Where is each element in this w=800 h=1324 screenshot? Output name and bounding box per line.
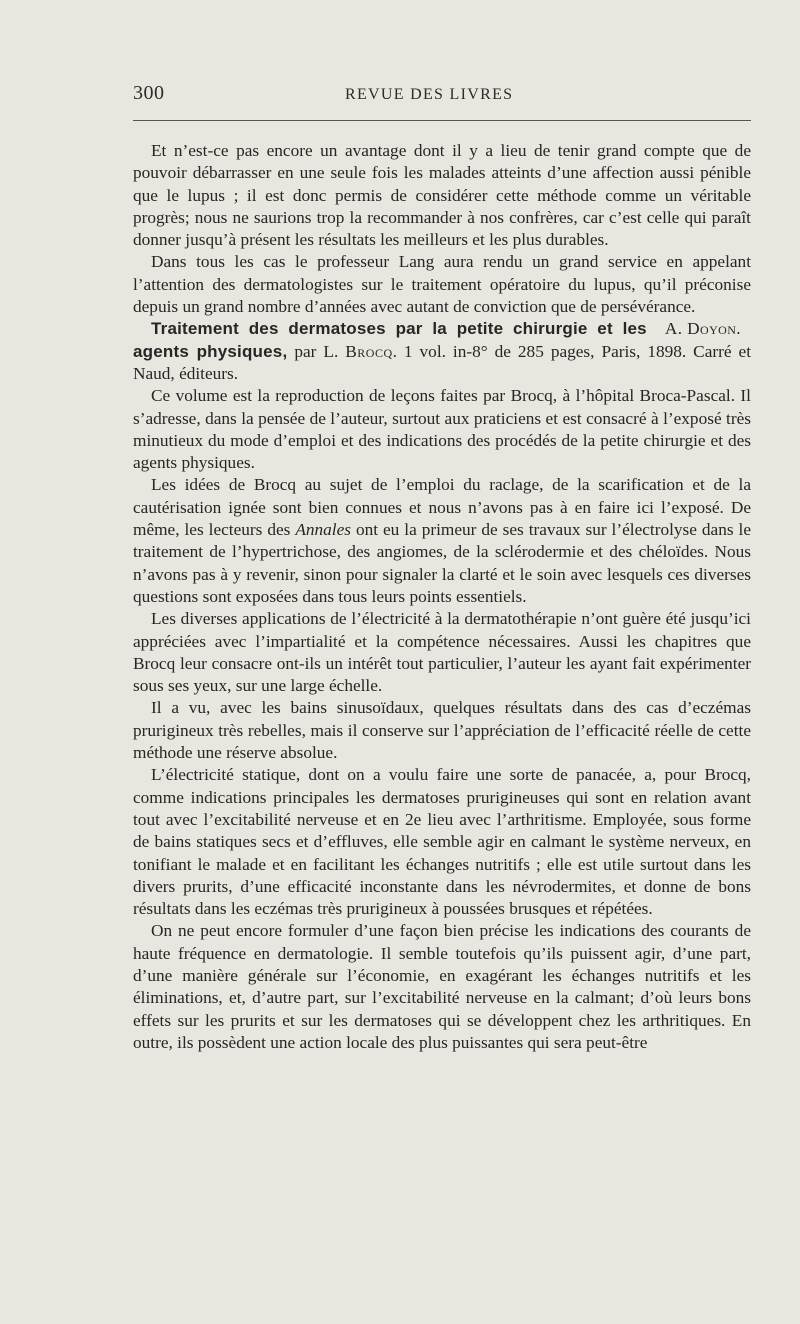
review-paragraph-ideas — [133, 474, 751, 608]
review-paragraph-electricity: Les diverses applications de l’électricité à la dermatothérapie n’ont guère été jusqu’ici appréciées avec l’impartialité et la compétence nécessaires. Aussi les chapitres que Brocq leur consacre ont-ils un intérêt tout particulier, l’auteur les ayant fait expérimenter sous ses yeux, sur une large échelle. — [133, 609, 751, 696]
book-title: Traitement des dermatoses par la petite chirurgie et les agents physiques, — [133, 319, 647, 361]
review-paragraph-volume: Ce volume est la reproduction de leçons faites par Brocq, à l’hôpital Broca-Pascal. Il s’adresse, dans la pensée de l’auteur, surtout aux praticiens et est consacré à l’exposé très minutieux du mode d’emploi et des indications des procédés de la petite chirurgie et des agents physiques. — [133, 386, 751, 473]
journal-title-annales: Annales — [295, 520, 352, 540]
page-number: 300 — [133, 82, 165, 104]
review-paragraph-ideas-start: Les idées de Brocq au sujet de l’emploi du raclage, de la scarification et de la cautérisation ignée sont bien connues et nous n’avons pas à en faire ici l’exposé. De même, les lecteurs des — [133, 475, 751, 540]
header-rule — [133, 120, 751, 121]
body-text — [133, 140, 751, 1054]
book-by: par L. — [287, 341, 346, 361]
paragraph-lupus-advantage: Et n’est-ce pas encore un avantage dont il y a lieu de tenir grand compte que de pouvoir débarrasser en une seule fois les malades atteints d’une affection aussi pénible que le lupus ; il est donc permis de considérer cette méthode comme un véritable progrès; nous ne saurions trop la recommander à nos confrères, car c’est celle qui paraît donner jusqu’à présent les résultats les meilleurs et les plus durables. — [133, 141, 751, 250]
review-paragraph-ideas-end: ont eu la primeur de ses travaux sur l’électrolyse dans le traitement de l’hypertrichose, des angiomes, de la sclérodermie et des chéloïdes. Nous n’avons pas à y revenir, sinon pour signaler la clarté et le soin avec lesquels ces diverses questions sont exposées dans tous leurs points essentiels. — [133, 520, 751, 606]
page-header — [133, 82, 751, 112]
paragraph-lang-text: Dans tous les cas le professeur Lang aura rendu un grand service en appelant l’attention des dermatologistes sur le traitement opératoire du lupus, qu’il préconise depuis un grand nombre d’années avec autant de conviction que de persévérance. — [133, 252, 751, 317]
book-details: . 1 vol. in-8° de 285 pages, Paris, 1898. Carré et Naud, éditeurs. — [133, 341, 751, 383]
review-paragraph-sinusoidal-baths: Il a vu, avec les bains sinusoïdaux, quelques résultats dans des cas d’eczémas prurigineux très rebelles, mais il conserve sur l’appréciation de l’efficacité réelle de cette méthode une réserve absolue. — [133, 698, 751, 763]
review-signature: A. Doyon. — [664, 319, 741, 339]
running-title: REVUE DES LIVRES — [345, 86, 514, 103]
paragraph-lang-conclusion — [133, 251, 751, 339]
book-author: Brocq — [345, 341, 393, 361]
review-paragraph-static-electricity: L’électricité statique, dont on a voulu faire une sorte de panacée, a, pour Brocq, comme indications principales les dermatoses prurigineuses qui sont en relation avant tout avec l’excitabilité nerveuse et en 2e lieu avec l’arthritisme. Employée, sous forme de bains statiques secs et d’effluves, elle semble agir en calmant le système nerveux, en tonifiant le malade et en facilitant les échanges nutritifs ; elle est utile surtout dans les divers prurits, d’une efficacité inconstante dans les névrodermites, et donne de bons résultats dans les eczémas très prurigineux à poussées brusques et répétées. — [133, 765, 751, 919]
review-paragraph-high-frequency: On ne peut encore formuler d’une façon bien précise les indications des courants de haute fréquence en dermatologie. Il semble toutefois qu’ils puissent agir, d’une part, d’une manière générale sur l’économie, en exagérant les échanges nutritifs et les éliminations, et, d’autre part, sur l’excitabilité nerveuse en la calmant; d’où leurs bons effets sur les prurits et sur les dermatoses qui se développent chez les arthritiques. En outre, ils possèdent une action locale des plus puissantes qui sera peut-être — [133, 921, 751, 1052]
